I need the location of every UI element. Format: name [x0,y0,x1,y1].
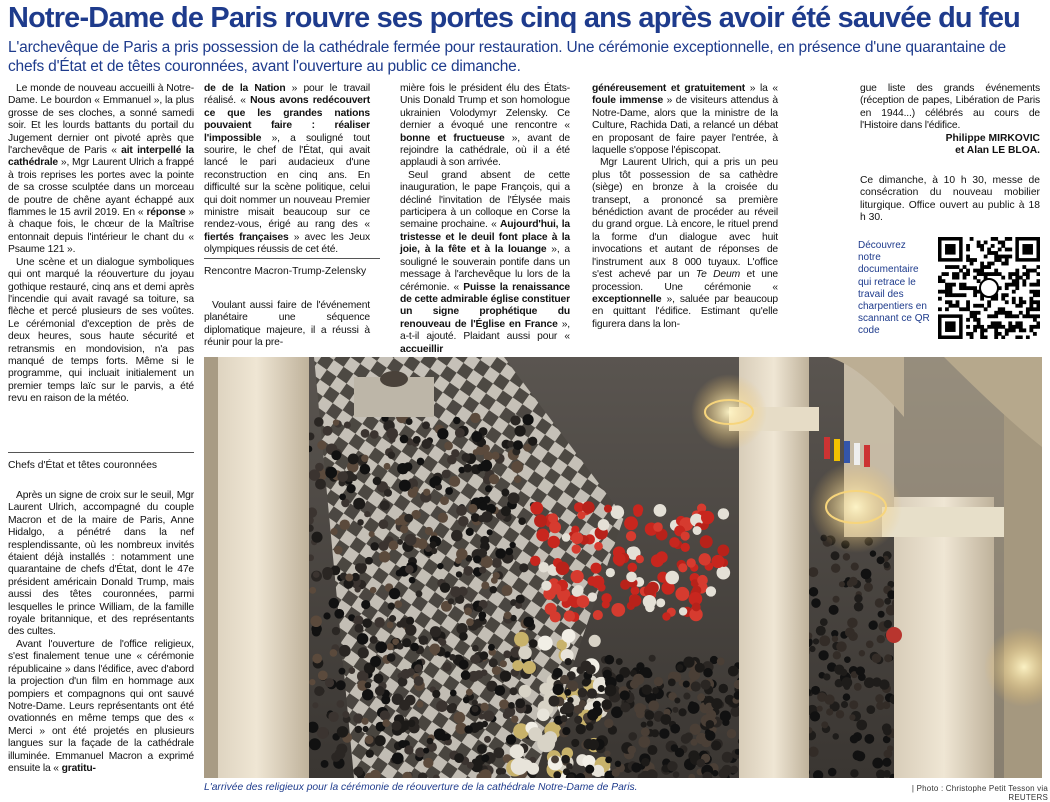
article-column-5 [860,83,1040,133]
paragraph: Une scène et un dialogue symboliques qui ont marqué la réouverture du joyau gothique restauré, cinq ans et demi après l'incendie qui avait ravagé sa toiture, sa flèche et percé plusieurs de ses voûtes. Le cérémonial d'exception de près de deux heures, sous haute sécurité et retransmis en mondovision, n'a pas manqué de temps forts. Même si le programme, qui incluait initialement un premier temps laïc sur le parvis, a été revu en raison de la météo. [8,256,194,405]
mass-schedule-note: Ce dimanche, à 10 h 30, messe de consécration du nouveau mobilier liturgique. Office ouvert au public à 18 h 30. [860,175,1040,224]
photo-caption: L'arrivée des religieux pour la cérémonie de réouverture de la cathédrale Notre-Dame de Paris. [204,782,638,793]
left-pillar [204,357,309,778]
article-column-2 [204,83,370,257]
paragraph: Après un signe de croix sur le seuil, Mgr Laurent Ulrich, accompagné du couple Macron et de la maire de Paris, Anne Hidalgo, a pénétré dans la nef resplendissante, où les nombreux invités étaient déjà installés : notamment une quarantaine de chefs d'État, dont le 47e président américain Donald Trump, mais aussi des têtes couronnées, parmi lesquelles le prince William, de la famille royale britannique, et des représentants des cultes. [8,490,194,638]
paragraph: gue liste des grands événements (réception de papes, Libération de Paris en 1944...) célébrés au cours de l'Histoire dans l'édifice. [860,83,1040,132]
article-column-4 [592,83,778,331]
author-name: Philippe MIRKOVIC [945,133,1040,144]
paragraph: mière fois le président élu des États-Unis Donald Trump et son homologue ukrainien Volodymyr Zelensky. Ce dernier a évoqué une rencontre « bonne et fructueuse », avant de rejoindre la cathédrale, où il a été applaudi à son arrivée. [400,83,570,169]
article-column-2-continued [204,300,370,350]
paragraph: Mgr Laurent Ulrich, qui a pris un peu plus tôt possession de sa cathèdre (siège) en bronze à la croisée du transept, a prononcé sa première bénédiction avant de procéder au réveil du grand orgue. Là encore, le rituel prend la forme d'un dialogue avec huit invocations et autant de réponses de l'instrument aux 8 000 tuyaux. L'office s'est achevé par un Te Deum et une procession. Une cérémonie « exceptionnelle », saluée par beaucoup en quittant l'édifice. Estimant qu'elle figurera dans la lon- [592,157,778,330]
paragraph: Le monde de nouveau accueilli à Notre-Dame. Le bourdon « Emmanuel », la plus grosse de ses cloches, a sonné samedi soir. Et les lourds battants du portail du Jugement dernier ont pivoté après que l'archevêque de Paris « ait interpellé la cathédrale », Mgr Laurent Ulrich a frappé à trois reprises les portes avec la pointe de sa crosse sculptée dans un morceau de poutre de chêne ayant échappé aux flammes le 15 avril 2019. En « réponse » à chaque fois, le chœur de la Maîtrise entonnait depuis l'intérieur le chant du « Psaume 121 ». [8,83,195,256]
article-column-1 [8,83,194,406]
paragraph: Seul grand absent de cette inauguration, le pape François, qui a décliné l'invitation de l'Élysée mais participera à un colloque en Corse la semaine prochaine. « Aujourd'hui, la tristesse et le deuil font place à la joie, à la fête et à la louange », a souligné le souverain pontife dans un message à l'archevêque lu lors de la cérémonie. « Puisse la renaissance de cette admirable église constituer un signe prophétique du renouveau de l'Église en France », a-t-il ajouté. Plaidant aussi pour « accueillir [400,169,571,355]
chandelier [691,374,767,450]
qr-code[interactable] [938,237,1040,339]
qr-promo-text: Découvrez notre documentaire qui retrace le travail des charpentiers en scannant ce QR code [858,240,930,337]
author-signature [860,133,1040,158]
paragraph: de de la Nation » pour le travail réalisé. « Nous avons redécouvert ce que les grandes nations pouvaient faire : réaliser l'impossible », a souligné tout sourire, le chef de l'État, qui avait lancé le pari audacieux d'une reconstruction en cinq ans. En difficulté sur la scène politique, celui qui doit nommer un nouveau Premier ministre misait beaucoup sur ce rendez-vous, érigé au rang des « fiertés françaises » avec les Jeux olympiques réussis de cet été. [204,83,371,256]
headline: Notre-Dame de Paris rouvre ses portes cinq ans après avoir été sauvée du feu [8,2,1020,34]
author-name: et Alan LE BLOA. [955,145,1040,157]
right-pillar-2 [894,497,994,778]
chandelier [810,461,902,553]
standfirst: L'archevêque de Paris a pris possession de la cathédrale fermée pour restauration. Une cérémonie exceptionnelle, en présence d'une quarantaine de chefs d'État et de têtes couronnées, avant l'ouverture au public ce dimanche. [8,39,1006,75]
qr-code-graphic [938,237,1040,339]
article-column-1-continued [8,490,194,775]
paragraph: généreusement et gratuitement » la « foule immense » de visiteurs attendus à Notre-Dame, alors que la ministre de la Culture, Rachida Dati, a relancé un débat en proposant de faire payer l'entrée, à laquelle s'oppose l'épiscopat. [592,83,778,157]
photo-credit: | Photo : Christophe Petit Tesson via REUTERS [911,784,1048,802]
subhead-chefs-etat: Chefs d'État et têtes couronnées [8,452,194,471]
paragraph: Voulant aussi faire de l'événement planétaire une séquence diplomatique majeure, il a réussi à réunir pour la pre- [204,300,370,349]
cathedral-nave-illustration [204,357,1042,778]
paragraph: Avant l'ouverture de l'office religieux, s'est finalement tenue une « cérémonie républicaine » dans l'édifice, avec d'abord la projection d'un film en hommage aux pompiers et compagnons qui ont sauvé Notre-Dame. Leurs représentants ont été ovationnés en même temps que des « Merci » ont été projetés en plusieurs langues sur la façade de la cathédrale illuminée. Emmanuel Macron a exprimé ensuite la « gratitu- [8,638,194,774]
cathedral-photo [204,357,1042,778]
article-column-3 [400,83,570,356]
subhead-rencontre: Rencontre Macron-Trump-Zelensky [204,258,380,277]
